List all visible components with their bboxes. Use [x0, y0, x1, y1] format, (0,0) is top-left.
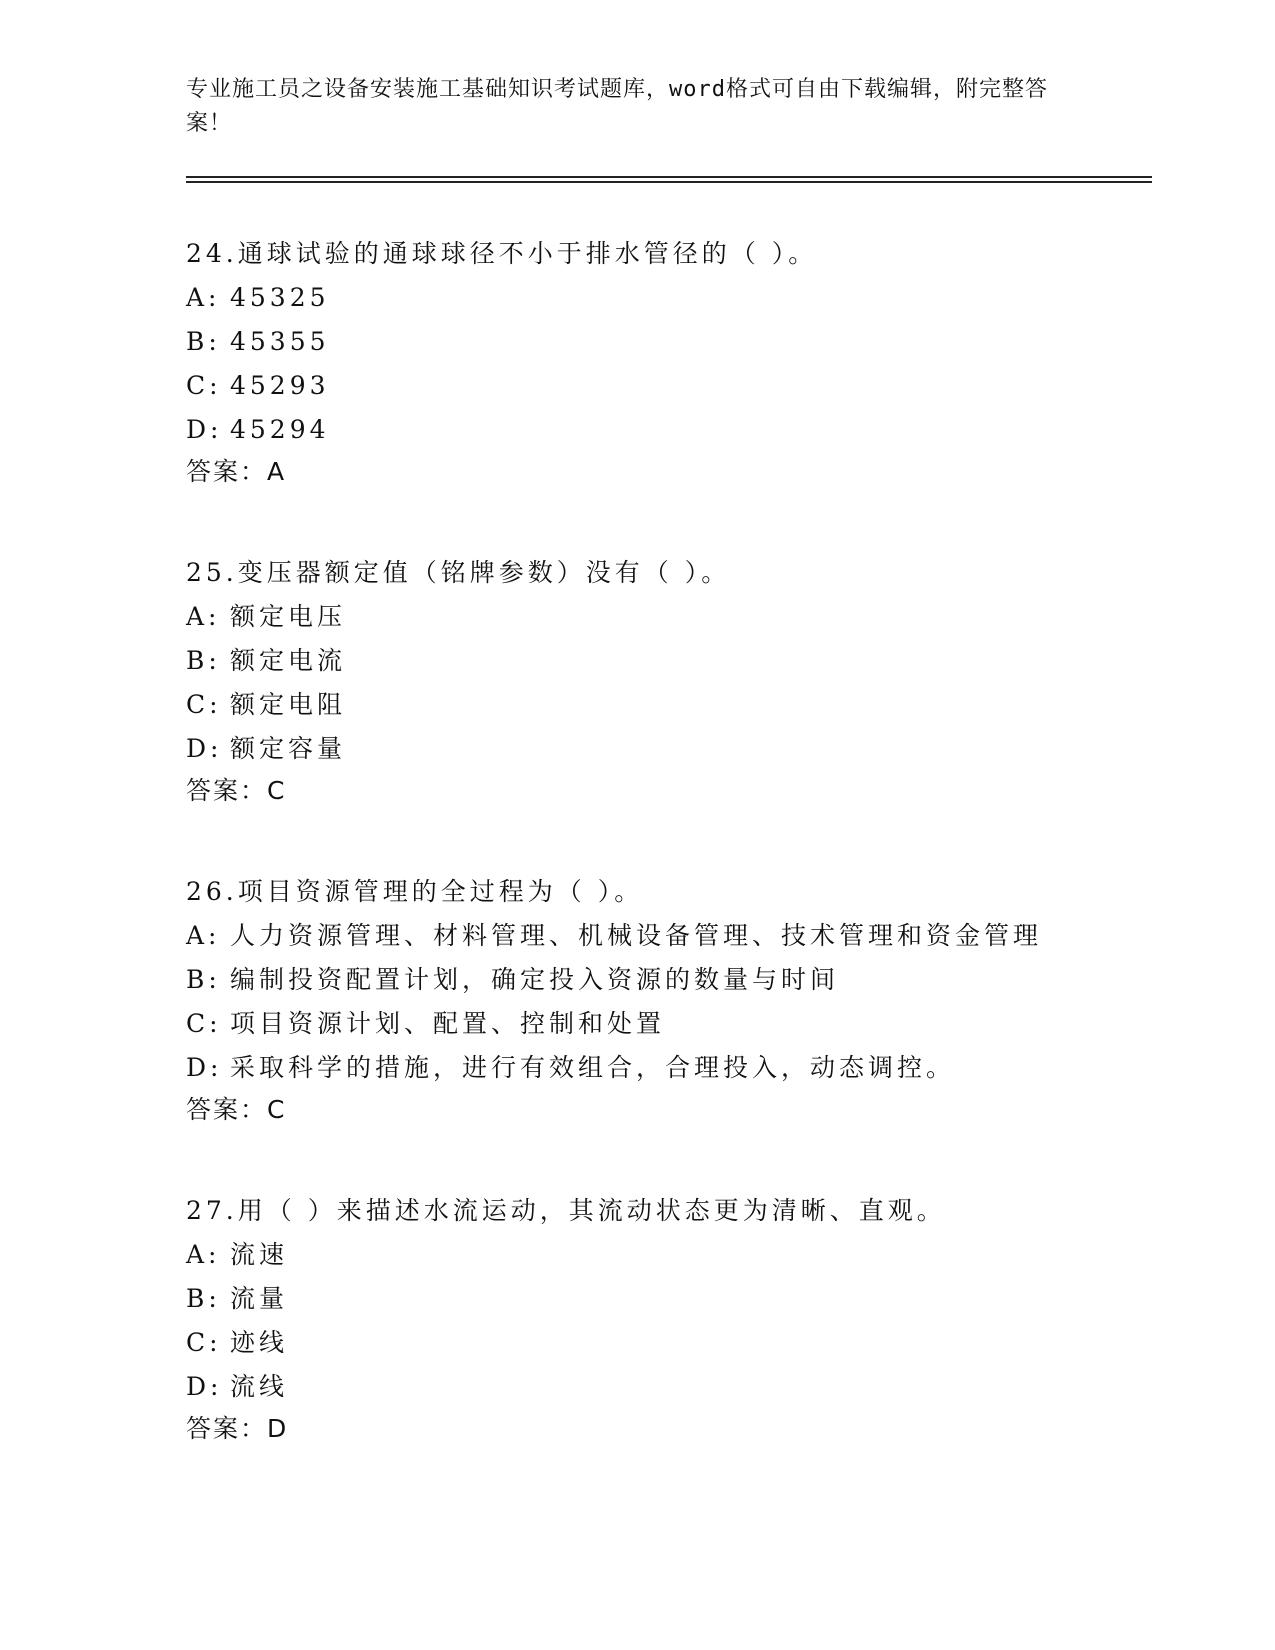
question-stem: 25.变压器额定值（铭牌参数）没有（ ）。 — [186, 558, 731, 587]
question-stem: 27.用（ ）来描述水流运动，其流动状态更为清晰、直观。 — [186, 1196, 946, 1225]
option-text: 流量 — [230, 1284, 289, 1313]
option-text: 额定电流 — [230, 646, 347, 675]
option-c — [186, 1328, 1186, 1358]
option-label: D: — [186, 734, 223, 763]
option-label: B: — [186, 1284, 221, 1313]
option-b — [186, 1284, 1186, 1314]
question-stem: 26.项目资源管理的全过程为（ ）。 — [186, 877, 644, 906]
option-d — [186, 415, 1186, 445]
option-text: 额定电阻 — [230, 690, 347, 719]
option-text: 人力资源管理、材料管理、机械设备管理、技术管理和资金管理 — [230, 921, 1043, 950]
option-label: D: — [186, 415, 223, 444]
answer-value: A — [267, 457, 287, 486]
option-label: D: — [186, 1053, 223, 1082]
option-a — [186, 1240, 1186, 1270]
option-text: 额定电压 — [230, 602, 347, 631]
question-25 — [186, 558, 1186, 806]
option-label: B: — [186, 646, 221, 675]
question-24 — [186, 239, 1186, 487]
answer-line — [186, 1414, 1186, 1444]
answer-value: C — [267, 1095, 287, 1124]
option-a — [186, 283, 1186, 313]
answer-label: 答案： — [186, 776, 268, 805]
option-label: C: — [186, 1328, 222, 1357]
option-text: 45294 — [230, 415, 330, 444]
option-label: C: — [186, 1009, 222, 1038]
option-d — [186, 1053, 1186, 1083]
option-label: C: — [186, 690, 222, 719]
header-divider-bottom — [186, 181, 1152, 183]
answer-line — [186, 457, 1186, 487]
option-label: A: — [186, 602, 221, 631]
option-c — [186, 1009, 1186, 1039]
answer-label: 答案： — [186, 457, 268, 486]
option-label: B: — [186, 327, 221, 356]
option-text: 流线 — [230, 1372, 289, 1401]
answer-line — [186, 776, 1186, 806]
answer-label: 答案： — [186, 1095, 268, 1124]
option-label: D: — [186, 1372, 223, 1401]
answer-value: C — [267, 776, 287, 805]
header-divider-top — [186, 176, 1152, 178]
option-a — [186, 921, 1186, 951]
option-b — [186, 646, 1186, 676]
question-26 — [186, 877, 1186, 1125]
option-d — [186, 734, 1186, 764]
option-text: 45355 — [230, 327, 330, 356]
option-label: A: — [186, 283, 221, 312]
option-c — [186, 690, 1186, 720]
option-text: 采取科学的措施，进行有效组合，合理投入，动态调控。 — [230, 1053, 956, 1082]
option-text: 流速 — [230, 1240, 289, 1269]
option-text: 项目资源计划、配置、控制和处置 — [230, 1009, 666, 1038]
option-d — [186, 1372, 1186, 1402]
option-a — [186, 602, 1186, 632]
question-stem: 24.通球试验的通球球径不小于排水管径的（ ）。 — [186, 239, 818, 268]
option-text: 迹线 — [230, 1328, 289, 1357]
option-label: B: — [186, 965, 221, 994]
option-label: A: — [186, 921, 221, 950]
document-header: 专业施工员之设备安装施工基础知识考试题库，word格式可自由下载编辑，附完整答案！ — [186, 77, 1048, 136]
option-label: C: — [186, 371, 222, 400]
option-text: 额定容量 — [230, 734, 347, 763]
option-c — [186, 371, 1186, 401]
option-text: 45293 — [230, 371, 330, 400]
answer-line — [186, 1095, 1186, 1125]
option-b — [186, 327, 1186, 357]
option-label: A: — [186, 1240, 221, 1269]
question-27 — [186, 1196, 1186, 1444]
option-b — [186, 965, 1186, 995]
option-text: 编制投资配置计划，确定投入资源的数量与时间 — [230, 965, 840, 994]
answer-label: 答案： — [186, 1414, 268, 1443]
option-text: 45325 — [230, 283, 330, 312]
answer-value: D — [267, 1414, 289, 1443]
